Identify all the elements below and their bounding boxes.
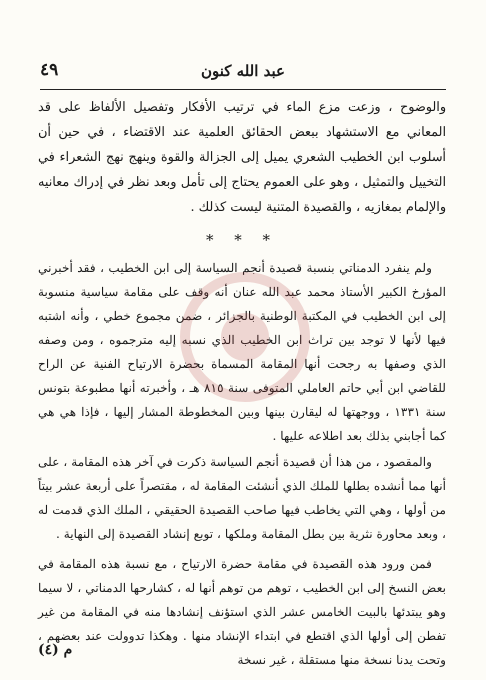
signature-mark: م (٤) (38, 642, 73, 658)
section-separator-stars: * * * (205, 231, 279, 249)
running-title: عبد الله كنون (201, 62, 285, 80)
paragraph-4: فمن ورود هذه القصيدة في مقامة حضرة الارتياح ، مع نسبة هذه المقامة في بعض النسخ إلى ابن الخطيب ، توهم من توهم أنها له ، كشارحها الدمناتي ، لا سيما وهو يبتدئها بالبيت الخامس عشر الذي استؤنف إنشادها منه في المقامة من غير تفطن إلى أولها الذي اقتطع في ابتداء الإنشاد منها . وهكذا تدوولت عند بعضهم ، وتحت يدنا نسخة منها مستقلة ، غير نسخة (38, 557, 446, 667)
page-number: ٤٩ (40, 60, 59, 80)
paragraph-3: والمقصود ، من هذا أن قصيدة أنجم السياسة ذكرت في آخر هذه المقامة ، على أنها مما أنشده بطلها للملك الذي أنشئت المقامة له ، مقتصراً على أربعة عشر بيتاً من أولها ، وهي التي يخاطب فيها صاحب القصيدة الحقيقي ، الملك الذي قدمت له ، وبعد محاورة نثرية بين بطل المقامة وملكها ، توبع إنشاد القصيدة إلى النهاية . (38, 455, 446, 541)
paragraph-2: ولم ينفرد الدمناتي بنسبة قصيدة أنجم السياسة إلى ابن الخطيب ، فقد أخبرني المؤرخ الكبير الأستاذ محمد عبد الله عنان أنه وقف على مقامة سياسية منسوبة إلى ابن الخطيب في المكتبة الوطنية بالجزائر ، ضمن مجموع خطي ، وأنه اشتبه فيها لأنها لا توجد بين تراث ابن الخطيب الذي نسبه إليه مترجموه ، ومن وصفه الذي وصفها به رجحت أنها المقامة المسماة بحضرة الارتياح الفنية عن الراح للقاضي ابن أبي حاتم العاملي المتوفى سنة ٨١٥ هـ ، وأخبرته أنها مطبوعة بتونس سنة ١٣٣١ ، ووجهتها له ليقارن بينها وبين المخطوطة المشار إليها ، فإذا هي هي كما أجابني بذلك بعد اطلاعه عليها . (38, 261, 447, 443)
paragraph-1: والوضوح ، وزعت مزع الماء في ترتيب الأفكار وتفصيل الألفاظ على قد المعاني مع الاستشهاد ببعض الحقائق العلمية عند الاقتضاء ، في حين أن أسلوب ابن الخطيب الشعري يميل إلى الجزالة والقوة وينهج نهج الشعراء في التخييل والتمثيل ، وهو على العموم يحتاج إلى تأمل وبعد نظر في إدراك معانيه والإلمام بمغازيه ، والقصيدة المتنية ليست كذلك . (38, 100, 446, 215)
page-header (40, 62, 446, 88)
page-body (38, 95, 446, 672)
header-rule (40, 89, 446, 90)
